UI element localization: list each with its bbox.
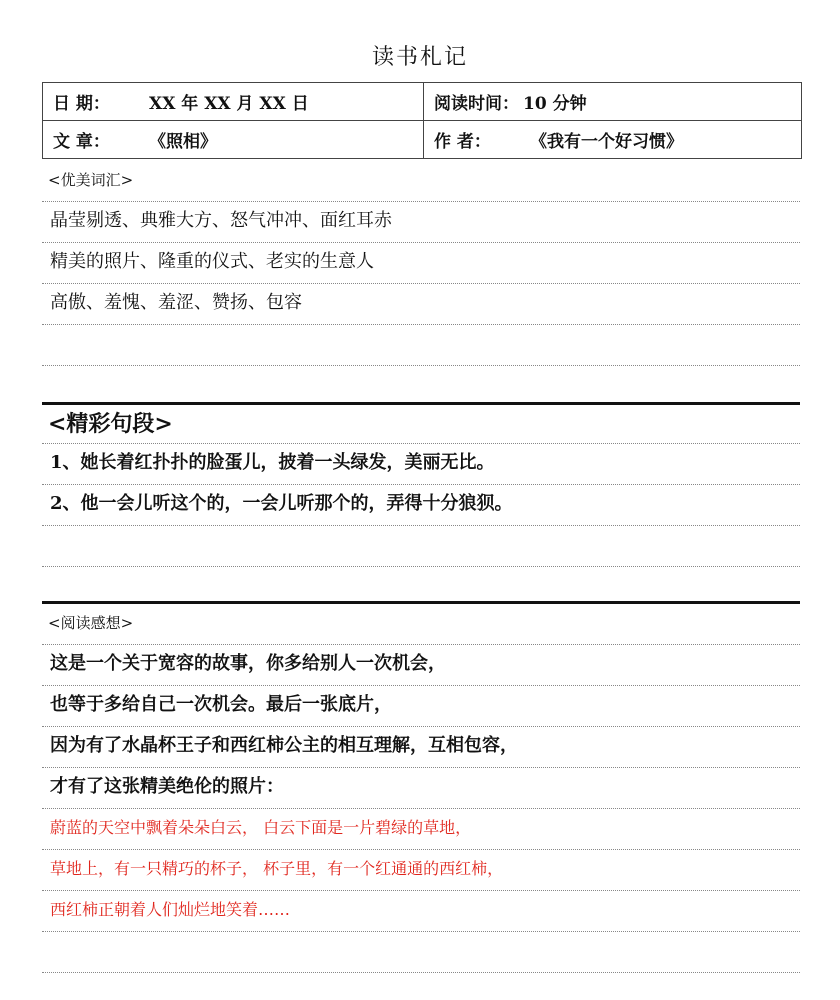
info-table [42,82,802,159]
article-label: 文 章： [53,132,110,152]
feelings-heading: <阅读感想> [42,601,800,645]
feeling-line: 这是一个关于宽容的故事，你多给别人一次机会， [42,645,800,686]
feeling-line: 也等于多给自己一次机会。最后一张底片， [42,686,800,727]
reading-time-value: 10 分钟 [523,94,587,114]
page-title: 读书札记 [371,45,468,70]
passages-heading: <精彩句段> [42,402,800,444]
vocab-heading: <优美词汇> [42,161,800,202]
date-cell [43,83,424,121]
date-label: 日 期： [53,94,110,114]
passage-line: 1、她长着红扑扑的脸蛋儿，披着一头绿发，美丽无比。 [42,444,800,485]
feelings-section [42,601,800,973]
passages-section [42,402,800,567]
feeling-line: 因为有了水晶杯王子和西红柿公主的相互理解，互相包容， [42,727,800,768]
vocab-line: 高傲、羞愧、羞涩、赞扬、包容 [42,284,800,325]
author-label: 作 者： [434,132,491,152]
feeling-line [42,932,800,973]
info-row-2 [43,121,802,159]
vocab-line [42,325,800,366]
author-value: 《我有一个好习惯》 [530,132,683,152]
passage-line: 2、他一会儿听这个的，一会儿听那个的，弄得十分狼狈。 [42,485,800,526]
reading-time-cell [424,83,802,121]
feeling-line: 才有了这张精美绝伦的照片： [42,768,800,809]
feeling-line-red: 蔚蓝的天空中飘着朵朵白云， 白云下面是一片碧绿的草地， [42,809,800,850]
article-cell [43,121,424,159]
article-value: 《照相》 [149,132,217,152]
passage-line [42,526,800,567]
vocab-line: 精美的照片、隆重的仪式、老实的生意人 [42,243,800,284]
reading-time-label: 阅读时间： [434,94,519,114]
info-row-1 [43,83,802,121]
feeling-line-red: 草地上，有一只精巧的杯子， 杯子里，有一个红通通的西红柿， [42,850,800,891]
author-cell [424,121,802,159]
date-value: XX 年 XX 月 XX 日 [149,94,309,114]
vocab-section [42,161,800,366]
feeling-line-red: 西红柿正朝着人们灿烂地笑着…… [42,891,800,932]
vocab-line: 晶莹剔透、典雅大方、怒气冲冲、面红耳赤 [42,202,800,243]
